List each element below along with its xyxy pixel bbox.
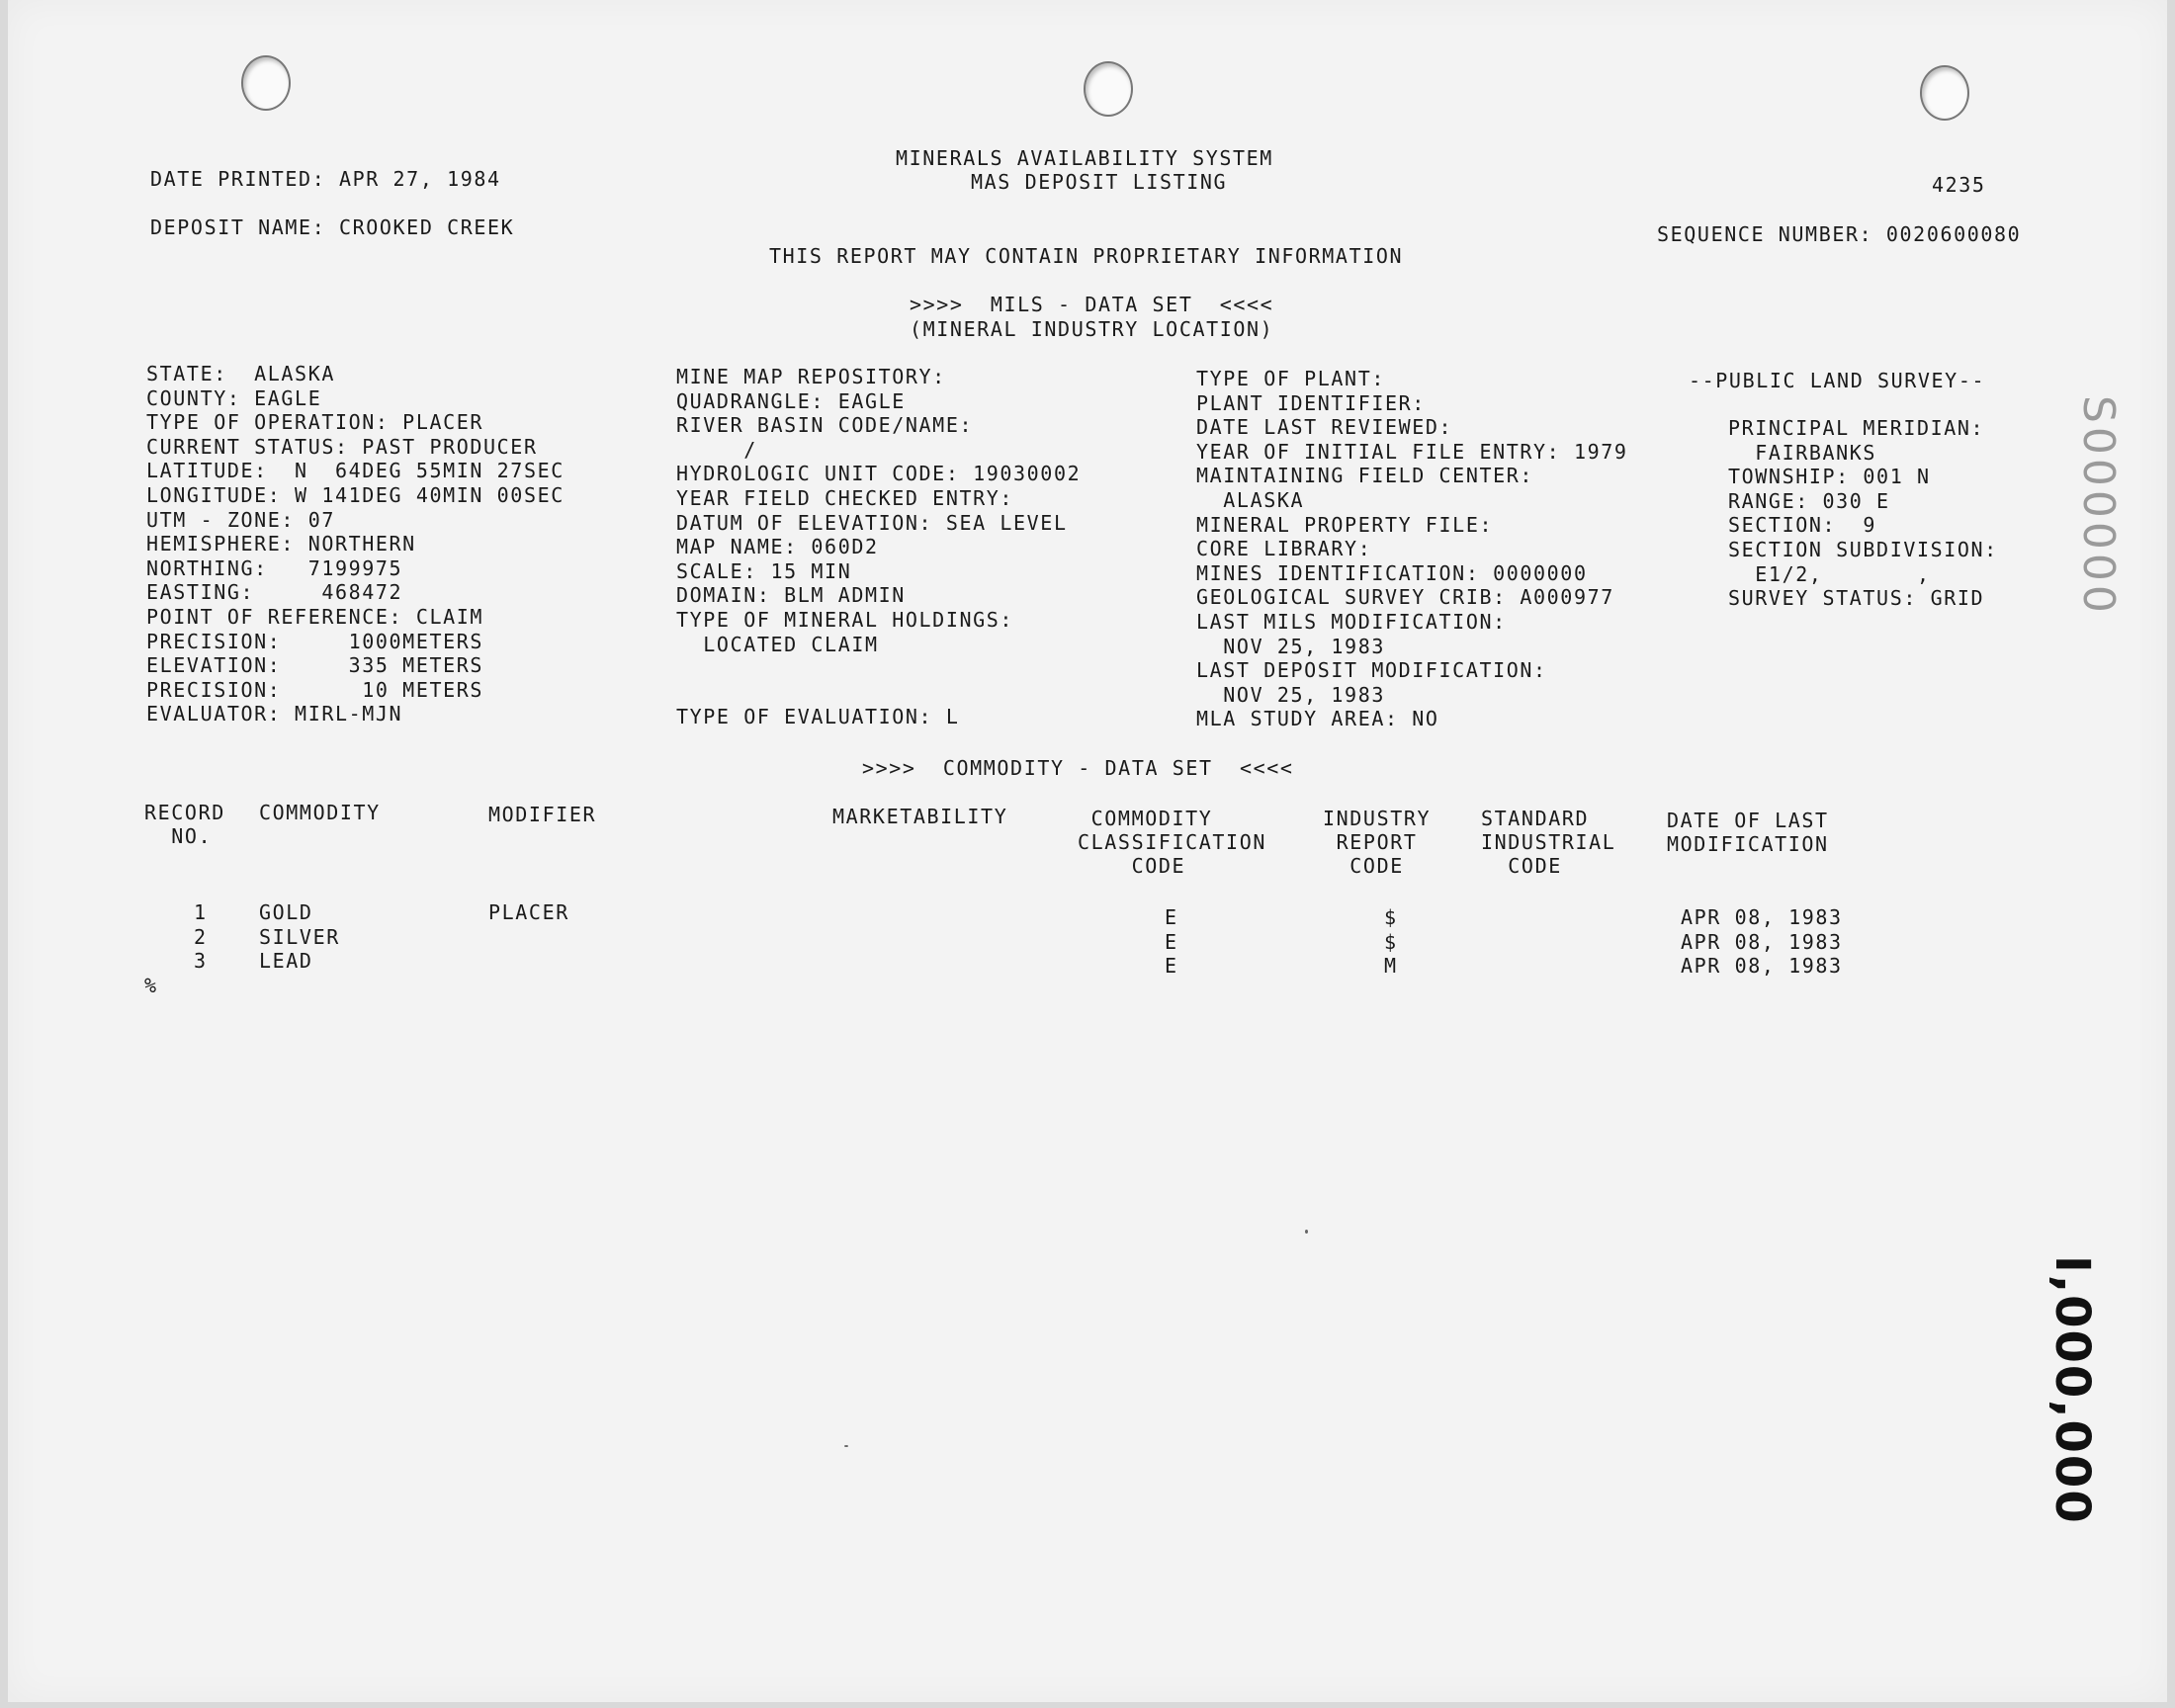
survey-field-line: SECTION SUBDIVISION: — [1728, 538, 1998, 561]
commodity-cell: LEAD — [259, 949, 313, 973]
industry-report-code-cell: M — [1384, 954, 1398, 978]
file-field-line: CORE LIBRARY: — [1196, 537, 1372, 561]
survey-field-line: TOWNSHIP: 001 N — [1728, 465, 1931, 489]
map-field-line: MAP NAME: 060D2 — [676, 535, 879, 559]
location-field-line: HEMISPHERE: NORTHERN — [146, 532, 416, 556]
col-header-marketability: MARKETABILITY — [832, 805, 1008, 828]
punch-hole-center — [1084, 61, 1133, 117]
file-field-line: ALASKA — [1196, 488, 1305, 512]
map-field-line: YEAR FIELD CHECKED ENTRY: — [676, 486, 1014, 510]
survey-field-line: FAIRBANKS — [1728, 440, 1877, 465]
classification-code-cell: E — [1165, 929, 1178, 954]
file-field-line: MINES IDENTIFICATION: 0000000 — [1196, 560, 1588, 585]
document-page — [8, 0, 2167, 1702]
col-header-commodity: COMMODITY — [259, 801, 381, 824]
punch-hole-left — [241, 55, 291, 111]
map-field-line: DATUM OF ELEVATION: SEA LEVEL — [676, 510, 1068, 535]
col-header-date-of-last-modification: DATE OF LAST MODIFICATION — [1667, 809, 1829, 856]
map-field-line: QUADRANGLE: EAGLE — [676, 388, 906, 413]
paper-speck — [844, 1445, 848, 1447]
industry-report-code-cell: $ — [1384, 929, 1398, 954]
file-field-line: MLA STUDY AREA: NO — [1196, 707, 1439, 731]
classification-code-cell: E — [1165, 954, 1178, 978]
map-field-line: TYPE OF MINERAL HOLDINGS: — [676, 608, 1014, 632]
punch-hole-right — [1920, 65, 1969, 121]
col-header-industry-report-code: INDUSTRY REPORT CODE — [1323, 807, 1432, 878]
file-field-line: MINERAL PROPERTY FILE: — [1196, 512, 1494, 537]
deposit-name: DEPOSIT NAME: CROOKED CREEK — [150, 215, 515, 239]
record-no-cell: 3 — [194, 949, 208, 973]
col-header-standard-industrial-code: STANDARD INDUSTRIAL CODE — [1481, 807, 1616, 878]
file-field-line: TYPE OF PLANT: — [1196, 367, 1385, 390]
margin-stamp-lower: I,000,000 — [2044, 1255, 2100, 1525]
col-header-modifier: MODIFIER — [488, 803, 597, 826]
map-field-line: HYDROLOGIC UNIT CODE: 19030002 — [676, 462, 1082, 486]
sequence-number: SEQUENCE NUMBER: 0020600080 — [1657, 222, 2022, 246]
location-field-line: EVALUATOR: MIRL-MJN — [146, 702, 403, 726]
file-field-line: YEAR OF INITIAL FILE ENTRY: 1979 — [1196, 439, 1628, 464]
commodity-cell: SILVER — [259, 924, 340, 949]
map-field-line: DOMAIN: BLM ADMIN — [676, 583, 906, 608]
paper-speck — [1305, 1230, 1308, 1234]
location-field-line: CURRENT STATUS: PAST PRODUCER — [146, 434, 538, 459]
map-field-line: TYPE OF EVALUATION: L — [676, 705, 960, 729]
col-header-classification-code: COMMODITY CLASSIFICATION CODE — [1078, 807, 1266, 878]
location-field-line: ELEVATION: 335 METERS — [146, 653, 484, 678]
survey-field-line: SECTION: 9 — [1728, 513, 1877, 538]
commodity-heading: >>>> COMMODITY - DATA SET <<<< — [862, 756, 1294, 780]
classification-code-cell: E — [1165, 905, 1178, 929]
date-of-last-modification-cell: APR 08, 1983 — [1681, 905, 1843, 929]
location-field-line: UTM - ZONE: 07 — [146, 507, 335, 532]
record-no-cell: 2 — [194, 924, 208, 949]
map-field-line: LOCATED CLAIM — [676, 632, 879, 656]
modifier-cell: PLACER — [488, 900, 569, 924]
location-field-line: TYPE OF OPERATION: PLACER — [146, 410, 484, 435]
date-of-last-modification-cell: APR 08, 1983 — [1681, 954, 1843, 978]
file-field-line: NOV 25, 1983 — [1196, 634, 1385, 658]
date-printed: DATE PRINTED: APR 27, 1984 — [150, 167, 501, 191]
report-title: MINERALS AVAILABILITY SYSTEM — [896, 146, 1273, 170]
file-field-line: GEOLOGICAL SURVEY CRIB: A000977 — [1196, 585, 1614, 610]
survey-field-line: E1/2, , — [1728, 561, 1931, 586]
map-field-line: MINE MAP REPOSITORY: — [676, 365, 946, 388]
col-header-record-no: RECORD NO. — [144, 801, 225, 848]
report-subtitle: MAS DEPOSIT LISTING — [971, 170, 1228, 194]
location-field-line: LATITUDE: N 64DEG 55MIN 27SEC — [146, 459, 565, 483]
map-field-line: SCALE: 15 MIN — [676, 558, 852, 583]
commodity-cell: GOLD — [259, 900, 313, 924]
record-no-cell: 1 — [194, 900, 208, 924]
map-field-line: / — [676, 437, 757, 462]
page-number: 4235 — [1932, 173, 1986, 197]
file-field-line: DATE LAST REVIEWED: — [1196, 415, 1453, 440]
location-field-line: LONGITUDE: W 141DEG 40MIN 00SEC — [146, 483, 565, 507]
location-field-line: NORTHING: 7199975 — [146, 555, 403, 580]
survey-field-line: PRINCIPAL MERIDIAN: — [1728, 416, 1985, 440]
location-field-line: PRECISION: 1000METERS — [146, 629, 484, 653]
mils-heading: >>>> MILS - DATA SET <<<< — [910, 293, 1274, 316]
end-marker: % — [144, 974, 158, 997]
location-field-line: POINT OF REFERENCE: CLAIM — [146, 605, 484, 629]
location-field-line: EASTING: 468472 — [146, 580, 403, 605]
file-field-line: LAST MILS MODIFICATION: — [1196, 610, 1507, 634]
location-field-line: COUNTY: EAGLE — [146, 385, 322, 410]
public-land-survey-heading: --PUBLIC LAND SURVEY-- — [1689, 369, 1986, 392]
location-field-line: STATE: ALASKA — [146, 362, 335, 385]
date-of-last-modification-cell: APR 08, 1983 — [1681, 929, 1843, 954]
file-field-line: LAST DEPOSIT MODIFICATION: — [1196, 658, 1547, 683]
location-field-line: PRECISION: 10 METERS — [146, 677, 484, 702]
survey-field-line: RANGE: 030 E — [1728, 488, 1890, 513]
map-field-line: RIVER BASIN CODE/NAME: — [676, 413, 974, 438]
survey-field-line: SURVEY STATUS: GRID — [1728, 586, 1985, 611]
proprietary-notice: THIS REPORT MAY CONTAIN PROPRIETARY INFORMATION — [769, 244, 1404, 268]
file-field-line: NOV 25, 1983 — [1196, 682, 1385, 707]
file-field-line: PLANT IDENTIFIER: — [1196, 390, 1426, 415]
file-field-line: MAINTAINING FIELD CENTER: — [1196, 464, 1534, 488]
margin-stamp-upper: S000000 — [2073, 395, 2124, 617]
industry-report-code-cell: $ — [1384, 905, 1398, 929]
mils-subheading: (MINERAL INDUSTRY LOCATION) — [910, 317, 1274, 341]
